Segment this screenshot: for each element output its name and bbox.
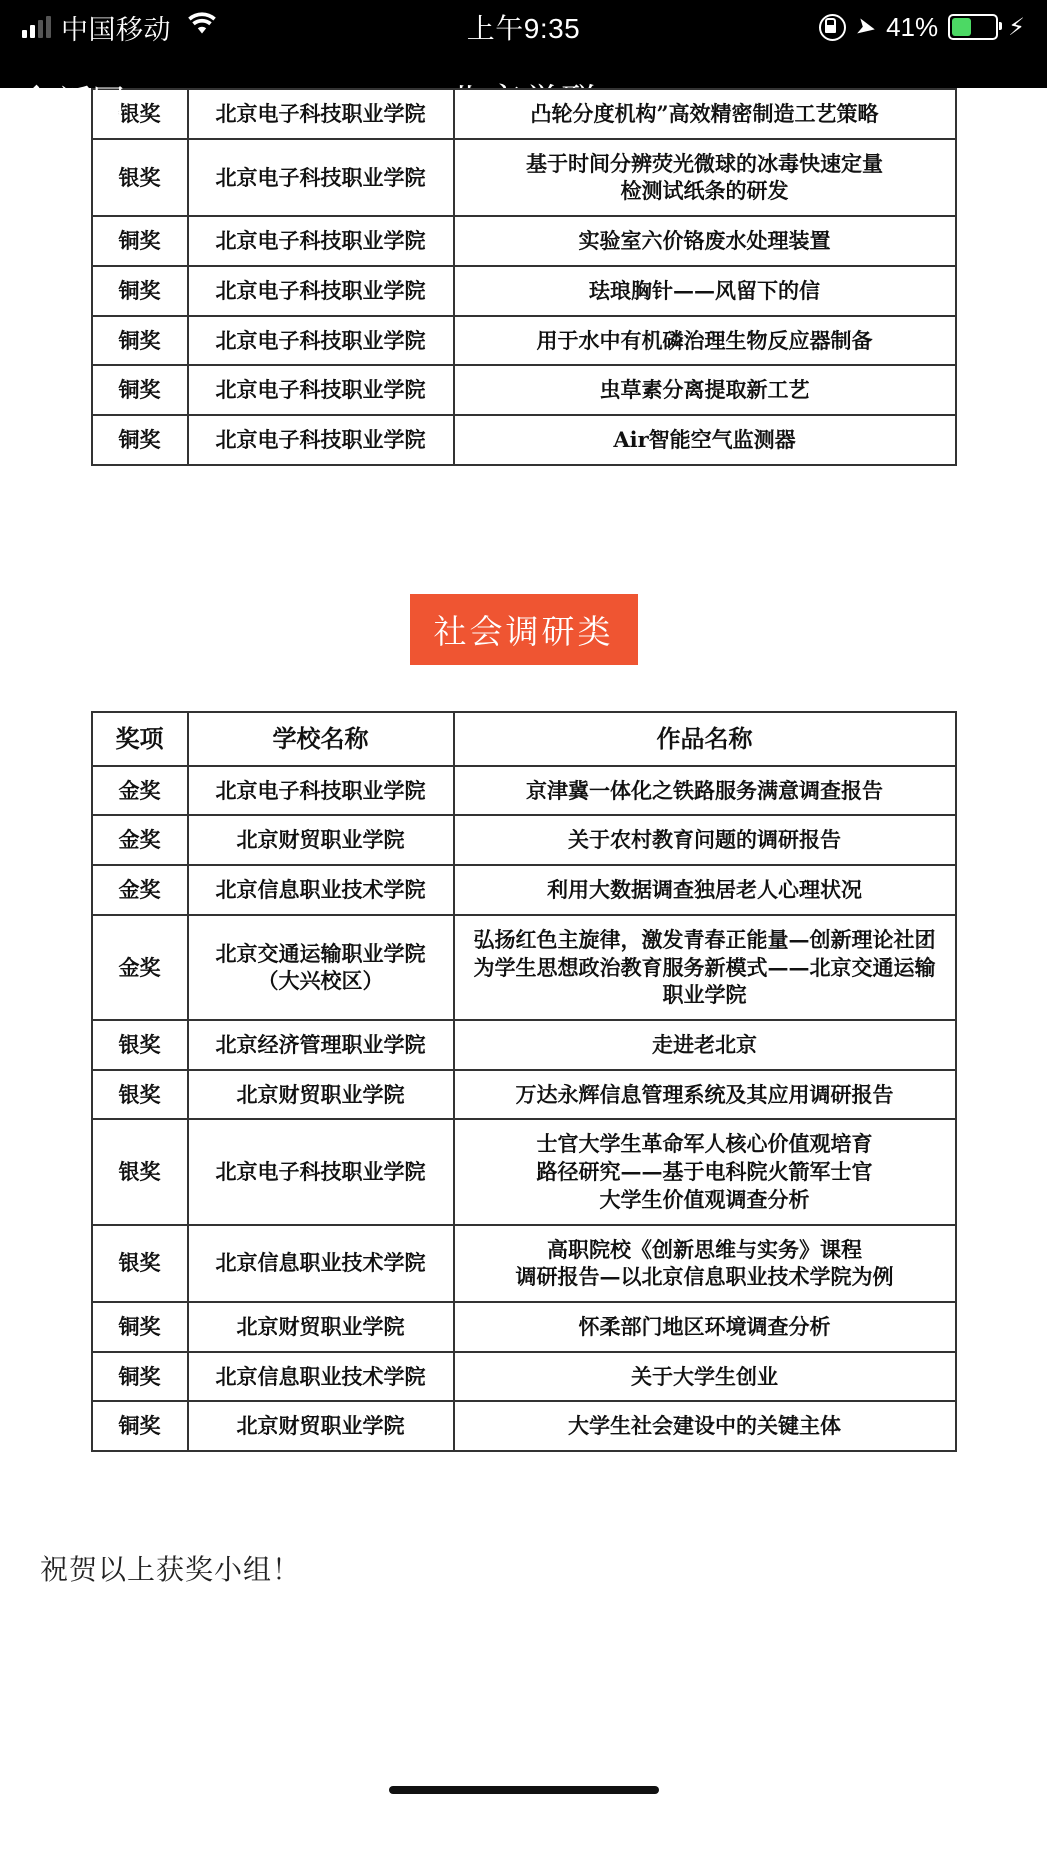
- cell-school: 北京信息职业技术学院: [188, 1225, 454, 1302]
- signal-icon: [22, 16, 51, 38]
- table-row: [92, 1401, 956, 1451]
- more-dot-icon: [994, 94, 1004, 104]
- more-options-button[interactable]: [977, 94, 1021, 104]
- location-arrow-icon: ➤: [853, 11, 879, 43]
- cell-award: 铜奖: [92, 316, 188, 366]
- rotation-lock-icon: [819, 14, 846, 41]
- cell-award: 金奖: [92, 915, 188, 1020]
- charging-bolt-icon: ⚡: [1008, 13, 1025, 41]
- cell-school: 北京经济管理职业学院: [188, 1020, 454, 1070]
- cell-school: 北京电子科技职业学院: [188, 766, 454, 816]
- cell-work: 利用大数据调查独居老人心理状况: [454, 865, 956, 915]
- cell-school: 北京电子科技职业学院: [188, 216, 454, 266]
- cell-award: 银奖: [92, 1119, 188, 1224]
- cell-award: 金奖: [92, 815, 188, 865]
- wifi-icon: [187, 12, 217, 43]
- cell-work: Air智能空气监测器: [454, 415, 956, 465]
- table-row: [92, 915, 956, 1020]
- cell-award: 铜奖: [92, 1401, 188, 1451]
- cell-school: 北京电子科技职业学院: [188, 1119, 454, 1224]
- cell-award: 铜奖: [92, 415, 188, 465]
- cell-work: 虫草素分离提取新工艺: [454, 365, 956, 415]
- section-heading-row: [0, 594, 1047, 665]
- table-row: [92, 815, 956, 865]
- cell-school: 北京信息职业技术学院: [188, 1352, 454, 1402]
- cell-award: 铜奖: [92, 365, 188, 415]
- cell-school: 北京电子科技职业学院: [188, 415, 454, 465]
- cell-award: 铜奖: [92, 1302, 188, 1352]
- carrier-label: 中国移动: [61, 14, 171, 45]
- table-row: [92, 89, 956, 139]
- table-header-row: [92, 712, 956, 766]
- cell-award: 铜奖: [92, 216, 188, 266]
- back-button[interactable]: [26, 76, 125, 123]
- cell-school: 北京电子科技职业学院: [188, 365, 454, 415]
- cell-school: 北京财贸职业学院: [188, 1302, 454, 1352]
- cell-work: 关于农村教育问题的调研报告: [454, 815, 956, 865]
- cell-school: 北京电子科技职业学院: [188, 266, 454, 316]
- award-table-survey-body: [92, 766, 956, 1452]
- cell-work: 基于时间分辨荧光微球的冰毒快速定量 检测试纸条的研发: [454, 139, 956, 216]
- cell-award: 银奖: [92, 89, 188, 139]
- battery-percent-label: 41%: [886, 11, 939, 42]
- cell-award: 银奖: [92, 1020, 188, 1070]
- status-bar-clock: 上午9:35: [466, 13, 581, 44]
- cell-work: 京津冀一体化之铁路服务满意调查报告: [454, 766, 956, 816]
- home-indicator: [389, 1786, 659, 1794]
- cell-award: 铜奖: [92, 266, 188, 316]
- table-row: [92, 1302, 956, 1352]
- table-row: [92, 1070, 956, 1120]
- cell-work: 珐琅胸针——风留下的信: [454, 266, 956, 316]
- congratulation-note: 祝贺以上获奖小组！: [40, 1553, 302, 1587]
- award-table-survey: [91, 711, 957, 1452]
- table-row: [92, 1225, 956, 1302]
- table-row: [92, 139, 956, 216]
- table-row: [92, 1020, 956, 1070]
- table-row: [92, 1352, 956, 1402]
- back-button-label: 返回: [59, 82, 125, 120]
- cell-work: 怀柔部门地区环境调查分析: [454, 1302, 956, 1352]
- cell-work: 走进老北京: [454, 1020, 956, 1070]
- innovation-table-clipped: [0, 88, 1047, 498]
- table-row: [92, 266, 956, 316]
- award-table-top-body: [92, 89, 956, 465]
- cell-school: 北京电子科技职业学院: [188, 89, 454, 139]
- more-dot-icon: [977, 94, 987, 104]
- column-header: 奖项: [92, 712, 188, 766]
- column-header: 作品名称: [454, 712, 956, 766]
- table-row: [92, 766, 956, 816]
- article-scroll-area[interactable]: [0, 88, 1047, 1806]
- cell-award: 银奖: [92, 1070, 188, 1120]
- cell-award: 银奖: [92, 1225, 188, 1302]
- status-bar-right: [819, 12, 1025, 43]
- cell-school: 北京财贸职业学院: [188, 1401, 454, 1451]
- cell-work: 大学生社会建设中的关键主体: [454, 1401, 956, 1451]
- chevron-left-icon: [22, 84, 52, 114]
- cell-school: 北京财贸职业学院: [188, 815, 454, 865]
- cell-school: 北京信息职业技术学院: [188, 865, 454, 915]
- table-row: [92, 1119, 956, 1224]
- cell-school: 北京交通运输职业学院 （大兴校区）: [188, 915, 454, 1020]
- cell-award: 金奖: [92, 766, 188, 816]
- cell-award: 银奖: [92, 139, 188, 216]
- survey-table-wrap: [91, 711, 957, 1452]
- more-dot-icon: [1011, 94, 1021, 104]
- cell-work: 关于大学生创业: [454, 1352, 956, 1402]
- table-row: [92, 365, 956, 415]
- cell-work: 万达永辉信息管理系统及其应用调研报告: [454, 1070, 956, 1120]
- cell-work: 士官大学生革命军人核心价值观培育 路径研究——基于电科院火箭军士官 大学生价值观调查分析: [454, 1119, 956, 1224]
- table-row: [92, 316, 956, 366]
- cell-school: 北京电子科技职业学院: [188, 139, 454, 216]
- cell-award: 铜奖: [92, 1352, 188, 1402]
- table-row: [92, 415, 956, 465]
- battery-icon: [948, 14, 998, 40]
- table-row: [92, 865, 956, 915]
- cell-school: 北京财贸职业学院: [188, 1070, 454, 1120]
- section-badge: 社会调研类: [410, 594, 638, 665]
- cell-work: 实验室六价铬废水处理装置: [454, 216, 956, 266]
- status-bar-left: [22, 8, 217, 47]
- cell-work: 用于水中有机磷治理生物反应器制备: [454, 316, 956, 366]
- table-row: [92, 216, 956, 266]
- award-table-top: [91, 88, 957, 466]
- column-header: 学校名称: [188, 712, 454, 766]
- cell-school: 北京电子科技职业学院: [188, 316, 454, 366]
- cell-work: 高职院校《创新思维与实务》课程 调研报告—以北京信息职业技术学院为例: [454, 1225, 956, 1302]
- award-table-survey-head: [92, 712, 956, 766]
- cell-work: 弘扬红色主旋律，激发青春正能量—创新理论社团 为学生思想政治教育服务新模式——北京交通运输 职业学院: [454, 915, 956, 1020]
- status-bar: [0, 0, 1047, 54]
- cell-award: 金奖: [92, 865, 188, 915]
- cell-work: 凸轮分度机构”高效精密制造工艺策略: [454, 89, 956, 139]
